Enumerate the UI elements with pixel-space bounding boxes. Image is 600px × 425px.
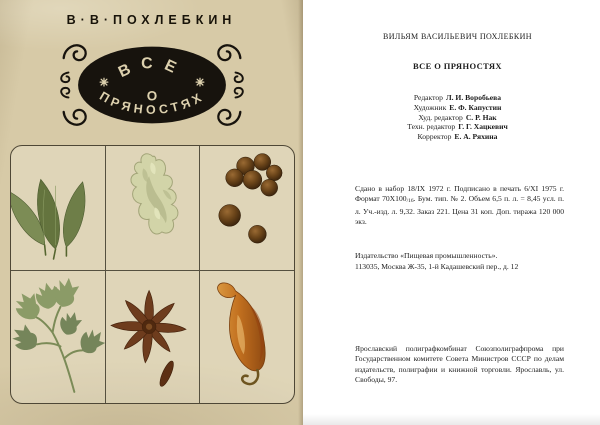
badge-title-line1: ВСЕ: [115, 55, 189, 82]
credit-role: Техн. редактор: [407, 122, 456, 132]
colophon-title: ВСЕ О ПРЯНОСТЯХ: [413, 61, 502, 71]
chili-pepper-illustration: [200, 271, 294, 403]
credit-line: [315, 132, 600, 142]
credit-role: Худ. редактор: [418, 112, 463, 122]
credit-role: Художник: [413, 102, 447, 112]
credit-name: С. Р. Нак: [465, 112, 497, 122]
cover-title-badge: [54, 37, 250, 133]
credit-line: [315, 113, 600, 123]
credit-name: Е. Ф. Капустин: [449, 102, 502, 112]
credit-role: Редактор: [413, 93, 443, 102]
badge-title-line2: О: [146, 88, 158, 104]
credit-name: Г. Г. Хацкевич: [458, 122, 508, 132]
badge-title-line3: ПРЯНОСТЯХ: [97, 88, 207, 117]
cover-author: В·В·ПОХЛЕБКИН: [66, 13, 237, 27]
grid-cell: [200, 146, 294, 271]
credit-name: Е. А. Ряхина: [454, 132, 498, 142]
credits-block: [315, 93, 600, 142]
colophon-page: [303, 0, 600, 425]
badge-scroll-top-left: [64, 45, 86, 60]
spice-grid: [10, 145, 295, 404]
imprint-text: . Бум. тип. № 2. Объем 6,5 п. л. = 8,45 усл. п. л. Уч.-изд. л. 9,32. Заказ 221. Цена 31 коп. Доп. тиража 120 000 экз.: [355, 194, 564, 227]
grid-cell: [11, 271, 106, 403]
imprint-paragraph: [355, 184, 564, 228]
grid-cell: [200, 271, 294, 403]
colophon-author: ВИЛЬЯМ ВАСИЛЬЕВИЧ ПОХЛЕБКИН: [382, 32, 532, 41]
imprint-text: Сдано в набор 18/IX 1972 г. Подписано в печать 6/XI 1975 г. Формат 70X100: [355, 184, 564, 204]
publisher-name: Издательство «Пищевая промышленность».: [355, 251, 498, 260]
credit-name: Л. И. Воробьева: [445, 93, 502, 102]
grid-cell: [106, 271, 200, 403]
printer-block: Ярославский полиграфкомбинат Союзполиграфпрома при Государственном комитете Совета Министров СССР по делам издательств, полиграфии и книжной торговли. Ярославль, ул. Свободы, 97.: [355, 344, 564, 384]
grid-cell: [11, 146, 106, 271]
parsley-illustration: [11, 271, 105, 403]
bay-leaves-illustration: [11, 146, 105, 270]
star-anise-illustration: [106, 271, 199, 403]
ginger-root-illustration: [106, 146, 199, 270]
peppercorns-illustration: [200, 146, 294, 270]
badge-scroll-bottom-right: [218, 110, 240, 125]
publisher-block: [355, 250, 569, 272]
badge-ornament-right: [196, 78, 204, 86]
credit-line: [315, 122, 600, 132]
badge-scroll-top-right: [218, 45, 240, 60]
badge-ornament-left: [100, 78, 108, 86]
badge-curl-right: [235, 73, 243, 98]
credit-line: [315, 93, 600, 103]
grid-cell: [106, 146, 200, 271]
publisher-address: 113035, Москва Ж-35, 1-й Кадашевский пер., д. 12: [355, 262, 519, 271]
badge-scroll-bottom-left: [64, 110, 86, 125]
badge-curl-left: [61, 73, 69, 98]
credit-line: [315, 103, 600, 113]
format-fraction: /16: [406, 198, 414, 205]
credit-role: Корректор: [417, 132, 452, 142]
